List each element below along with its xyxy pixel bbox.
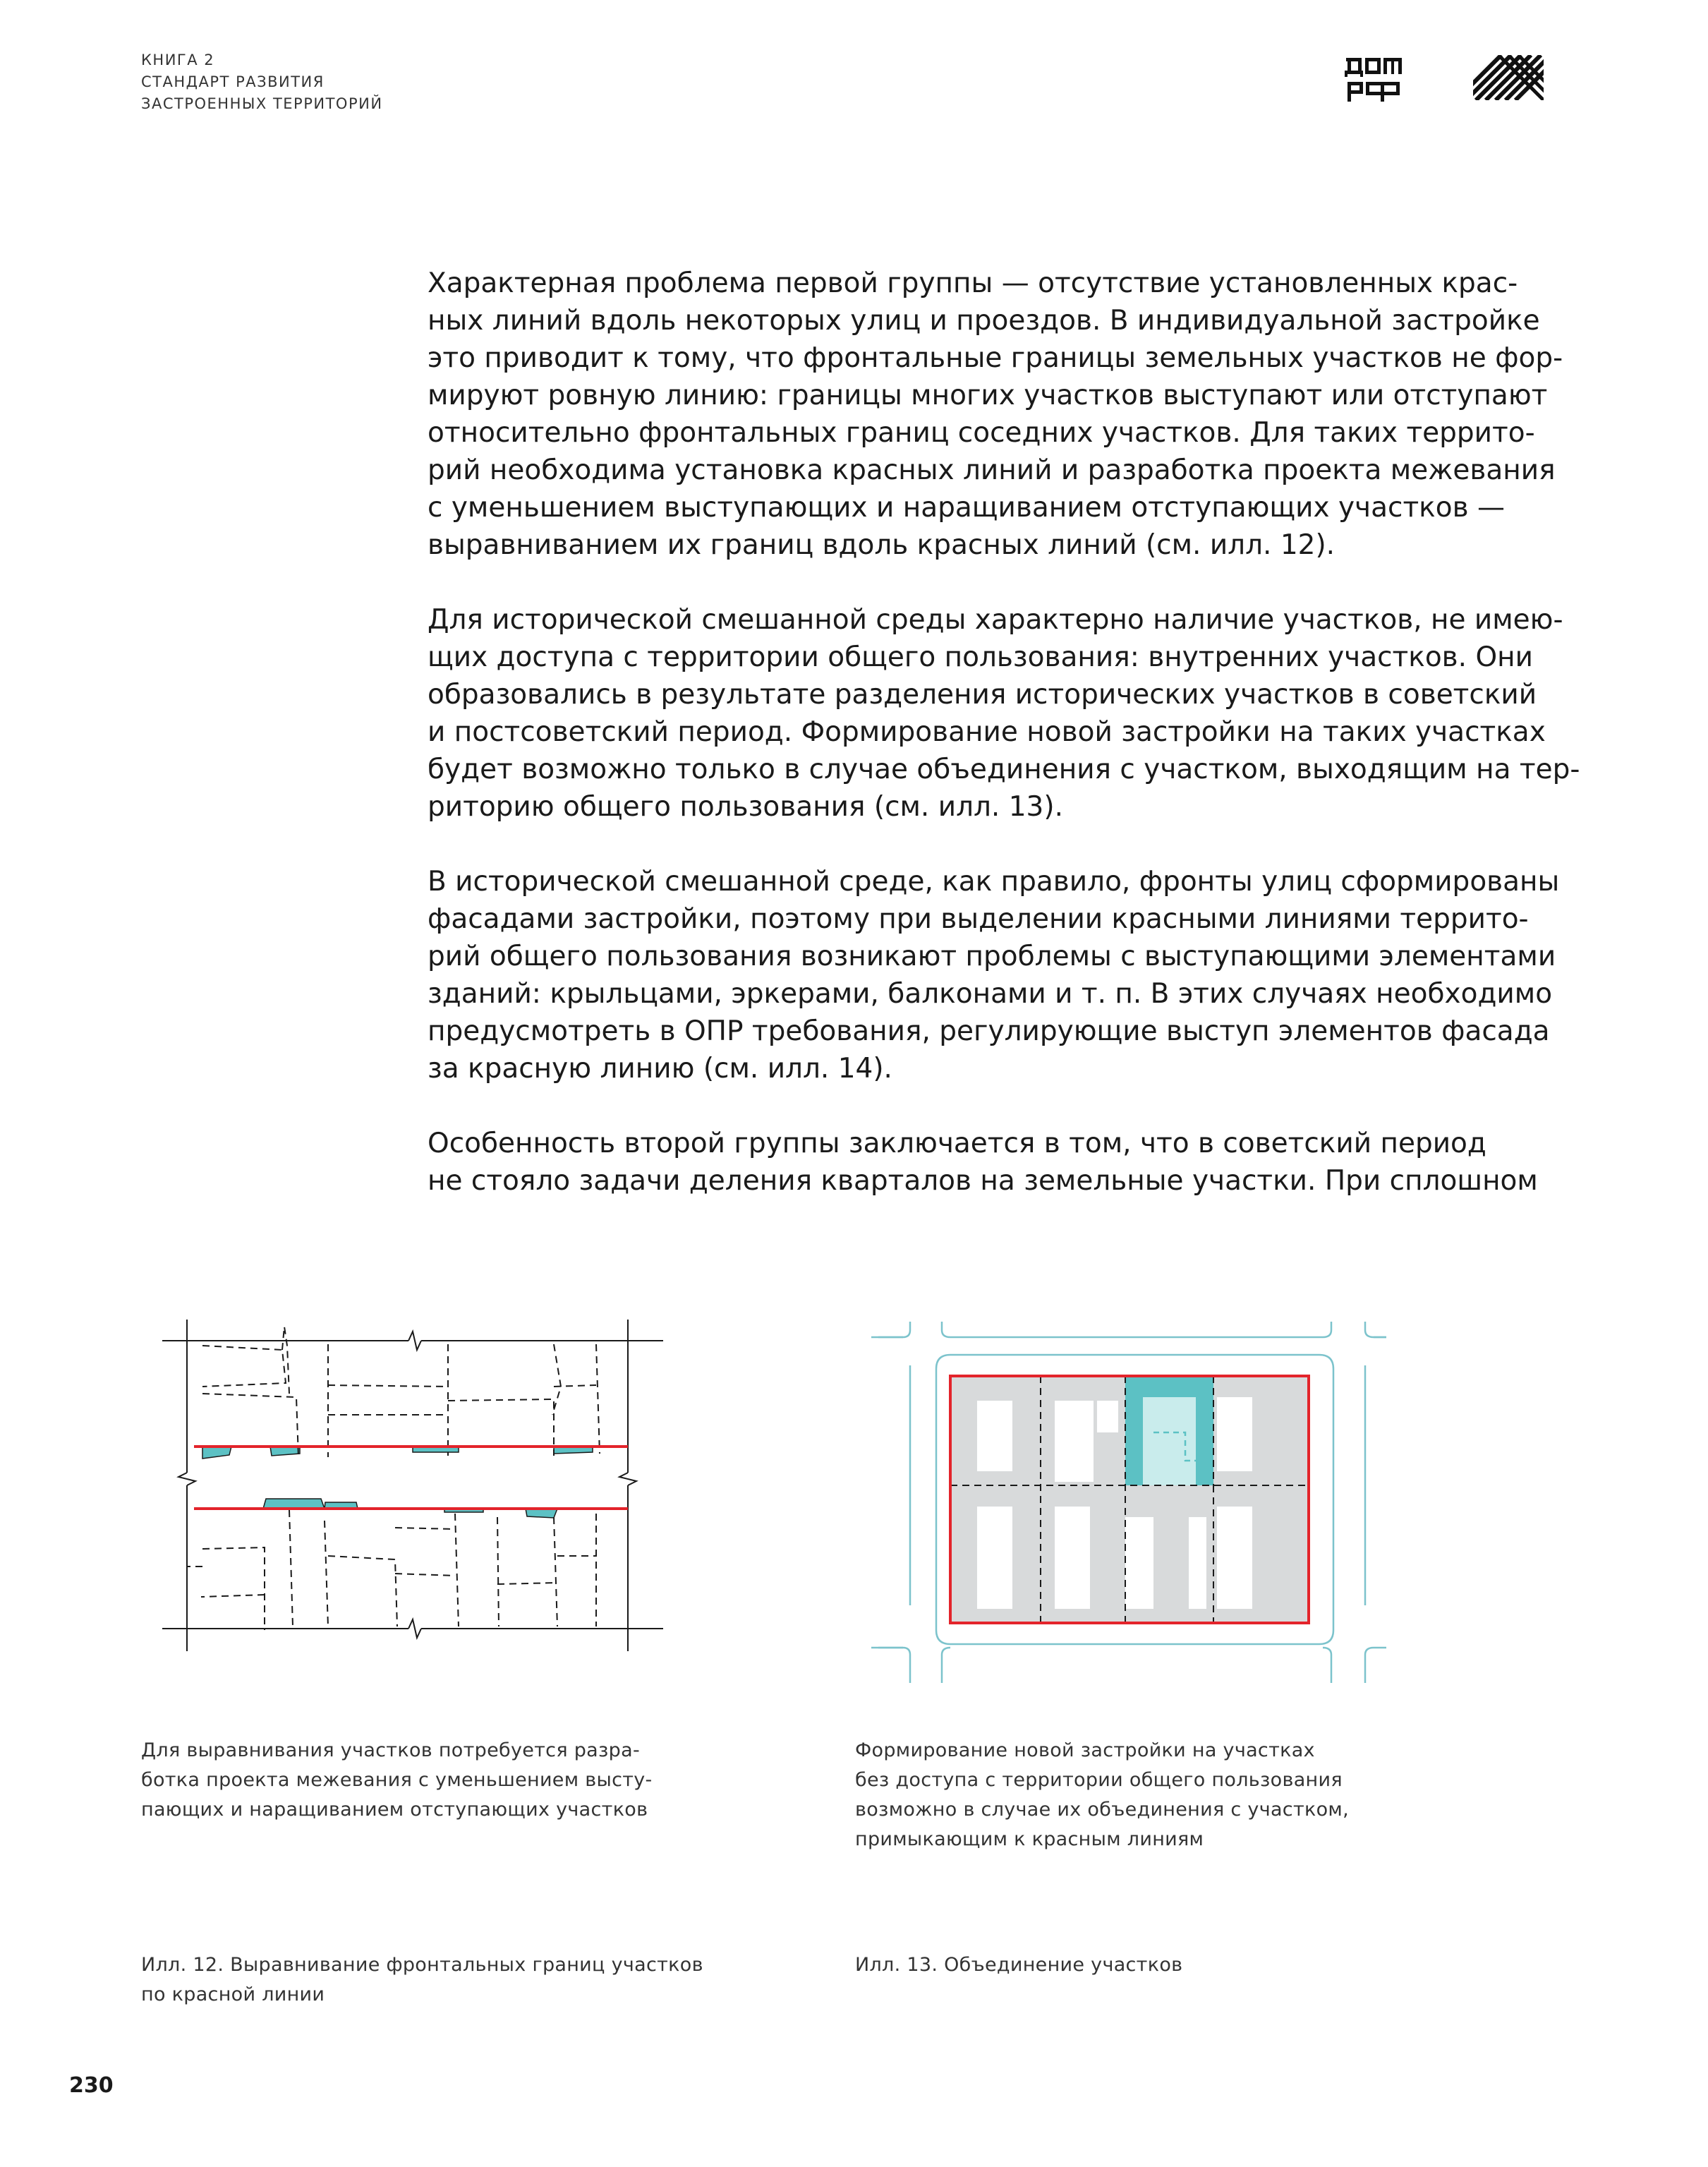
text-line: зданий: крыльцами, эркерами, балконами и т. п. В этих случаях необходимо [428,978,1553,1010]
caption-line: без доступа с территории общего пользования [855,1769,1343,1791]
page-number: 230 [69,2073,114,2098]
text-line: будет возможно только в случае объединения с участком, выходящим на тер- [428,754,1580,785]
dom-rf-logo [1345,55,1403,102]
book-header [141,49,383,115]
paragraph [428,601,1580,826]
body-text [428,265,1580,1237]
book-header-line: КНИГА 2 [141,52,215,68]
figure-12-diagram [159,1316,667,1655]
text-line: риторию общего пользования (см. илл. 13). [428,791,1063,823]
figure-13-description [855,1736,1349,1854]
text-line: с уменьшением выступающих и наращиванием отступающих участков — [428,492,1505,524]
parcel-boundaries [187,1327,600,1630]
pattern-logo [1473,55,1544,100]
text-line: образовались в результате разделения исторических участков в советский [428,679,1537,711]
text-line: не стояло задачи деления кварталов на земельные участки. При сплошном [428,1165,1538,1197]
book-header-line: СТАНДАРТ РАЗВИТИЯ [141,73,325,90]
text-line: рий общего пользования возникают проблемы с выступающими элементами [428,941,1556,972]
caption-line: примыкающим к красным линиям [855,1828,1204,1850]
caption-line: пающих и наращиванием отступающих участков [141,1799,648,1821]
text-line: Для исторической смешанной среды характерно наличие участков, не имею- [428,604,1563,636]
paragraph [428,1125,1563,1200]
figure-12-description [141,1736,653,1825]
figure-13-diagram [871,1316,1386,1683]
text-line: Характерная проблема первой группы — отсутствие установленных крас- [428,267,1518,299]
block-boundaries [162,1320,663,1651]
text-line: В исторической смешанной среде, как правило, фронты улиц сформированы [428,866,1560,898]
caption-line: ботка проекта межевания с уменьшением высту- [141,1769,653,1791]
text-line: за красную линию (см. илл. 14). [428,1053,892,1085]
merged-parcel-building [1143,1397,1196,1485]
text-line: выравниванием их границ вдоль красных линий (см. илл. 12). [428,529,1335,561]
caption-line: Илл. 13. Объединение участков [855,1954,1183,1976]
paragraph [428,863,1563,1087]
caption-line: Для выравнивания участков потребуется разра- [141,1739,641,1761]
adjustment-areas [202,1447,593,1518]
text-line: предусмотреть в ОПР требования, регулирующие выступ элементов фасада [428,1015,1550,1047]
figure-12-title [141,1950,703,2010]
red-lines [194,1447,628,1509]
figure-13-title [855,1950,1182,1980]
text-line: относительно фронтальных границ соседних участков. Для таких террито- [428,417,1535,449]
text-line: рий необходима установка красных линий и разработка проекта межевания [428,454,1556,486]
caption-line: Формирование новой застройки на участках [855,1739,1315,1761]
caption-line: Илл. 12. Выравнивание фронтальных границ участков [141,1954,703,1976]
text-line: это приводит к тому, что фронтальные границы земельных участков не фор- [428,342,1563,374]
text-line: ных линий вдоль некоторых улиц и проездов. В индивидуальной застройке [428,305,1540,337]
text-line: Особенность второй группы заключается в том, что в советский период [428,1128,1486,1159]
text-line: мируют ровную линию: границы многих участков выступают или отступают [428,380,1548,411]
text-line: и постсоветский период. Формирование новой застройки на таких участках [428,716,1546,748]
caption-line: возможно в случае их объединения с участком, [855,1799,1349,1821]
caption-line: по красной линии [141,1984,325,2005]
text-line: фасадами застройки, поэтому при выделении красными линиями террито- [428,903,1529,935]
text-line: щих доступа с территории общего пользования: внутренних участков. Они [428,641,1534,673]
paragraph [428,265,1563,564]
book-header-line: ЗАСТРОЕННЫХ ТЕРРИТОРИЙ [141,95,383,112]
